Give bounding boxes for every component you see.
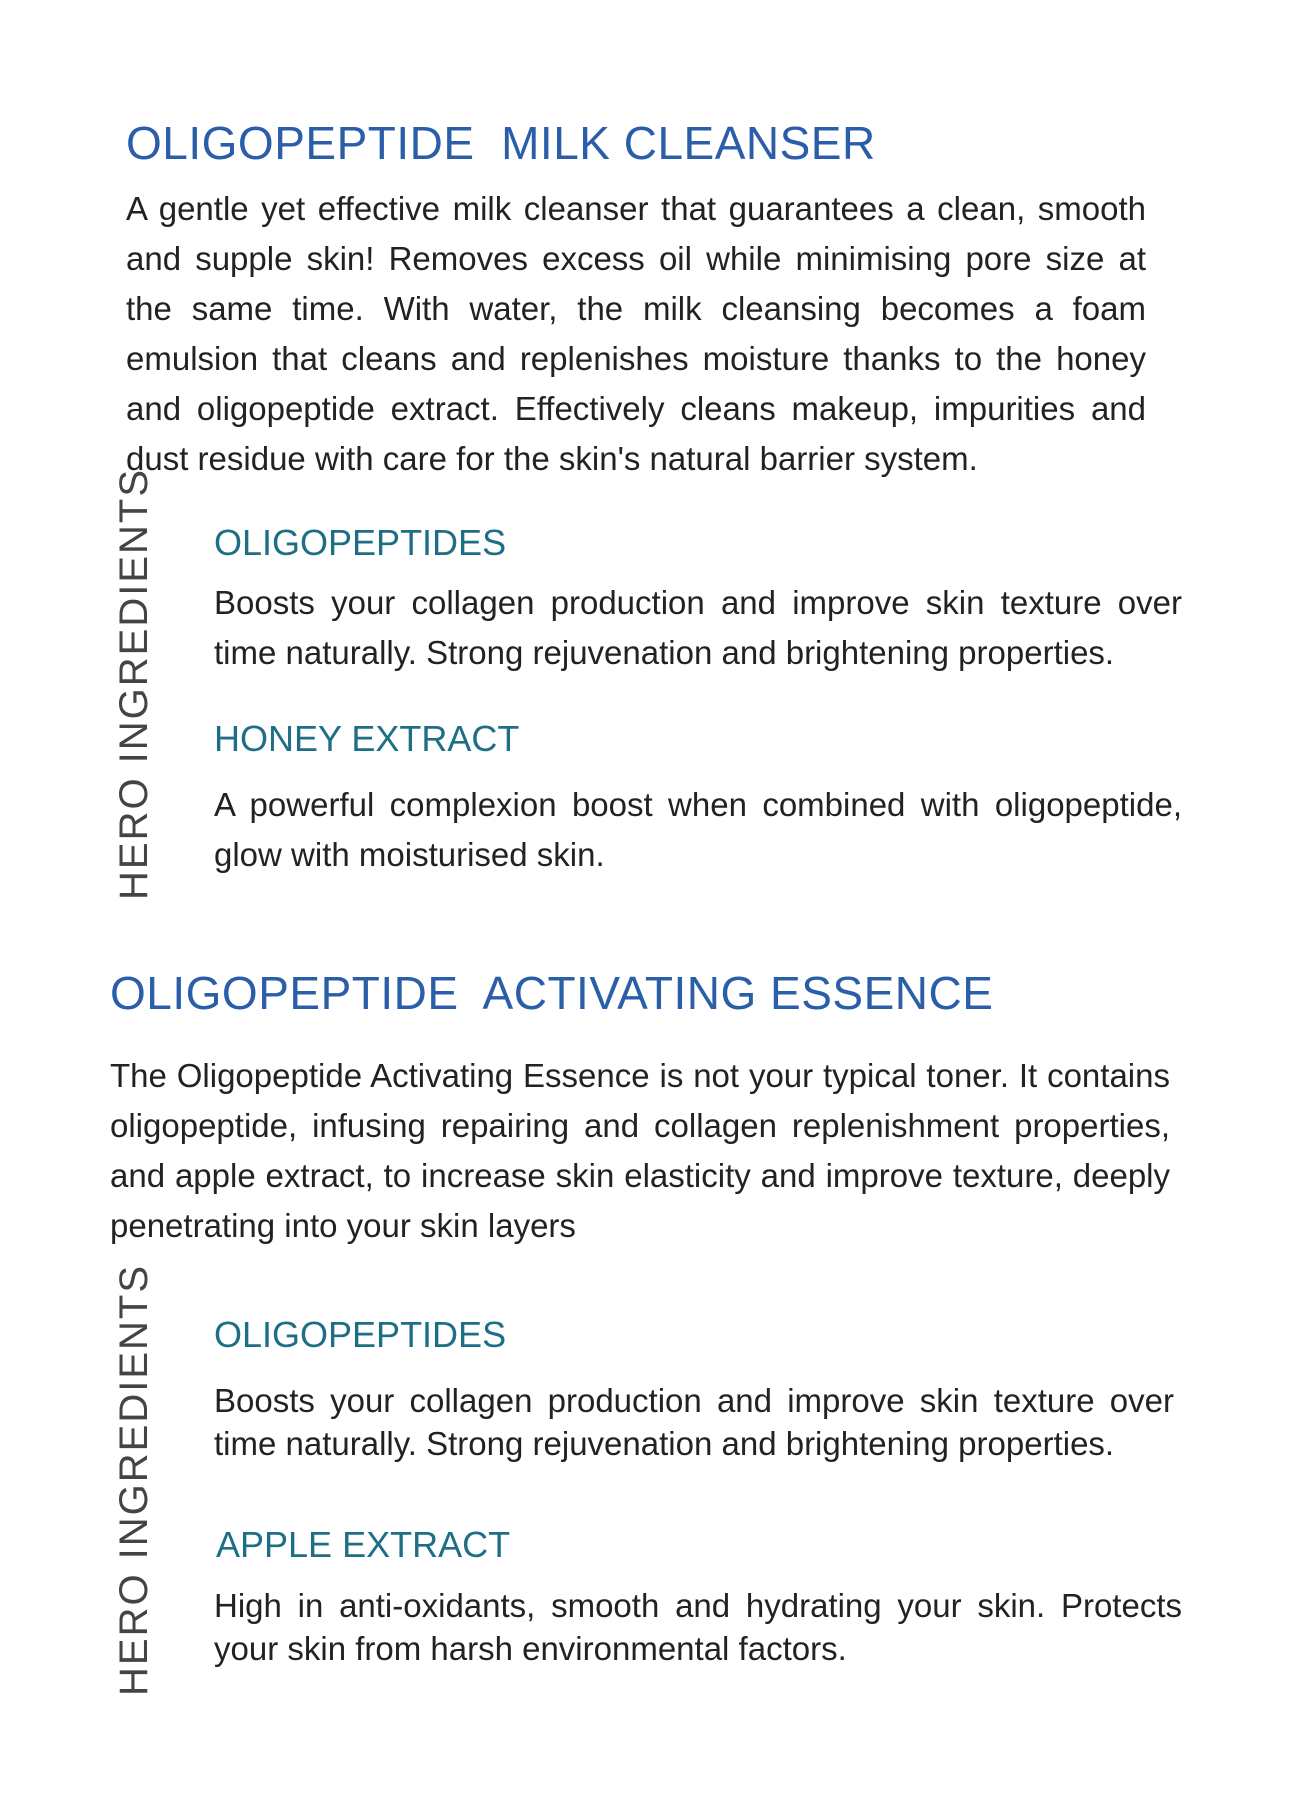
- ingredient-name: APPLE EXTRACT: [216, 1524, 511, 1565]
- product-title: OLIGOPEPTIDE MILK CLEANSER: [126, 117, 876, 169]
- ingredient-description: Boosts your collagen production and improve skin texture over time naturally. Strong rejuvenation and brightening properties.: [214, 584, 1182, 671]
- ingredient-description: High in anti-oxidants, smooth and hydrating your skin. Protects your skin from harsh environmental factors.: [214, 1587, 1182, 1667]
- hero-ingredients-label: HERO INGREDIENTS: [112, 1263, 156, 1696]
- ingredient-description: Boosts your collagen production and improve skin texture over time naturally. Strong rejuvenation and brightening properties.: [214, 1382, 1174, 1462]
- product-description: A gentle yet effective milk cleanser that guarantees a clean, smooth and supple skin! Removes excess oil while minimising pore size at the same time. With water, the milk cleansing becomes a foam emulsion that cleans and replenishes moisture thanks to the honey and oligopeptide extract. Effectively cleans makeup, impurities and dust residue with care for the skin's natural barrier system.: [126, 190, 1146, 477]
- product-description: The Oligopeptide Activating Essence is not your typical toner. It contains oligopeptide, infusing repairing and collagen replenishment properties, and apple extract, to increase skin elasticity and improve texture, deeply penetrating into your skin layers: [110, 1057, 1170, 1244]
- ingredient-name: HONEY EXTRACT: [214, 718, 520, 759]
- product-title: OLIGOPEPTIDE ACTIVATING ESSENCE: [110, 967, 994, 1019]
- ingredient-name: OLIGOPEPTIDES: [214, 522, 507, 563]
- hero-ingredients-label: HERO INGREDIENTS: [112, 467, 156, 900]
- ingredient-name: OLIGOPEPTIDES: [214, 1314, 507, 1355]
- ingredient-description: A powerful complexion boost when combined with oligopeptide, glow with moisturised skin.: [214, 786, 1182, 873]
